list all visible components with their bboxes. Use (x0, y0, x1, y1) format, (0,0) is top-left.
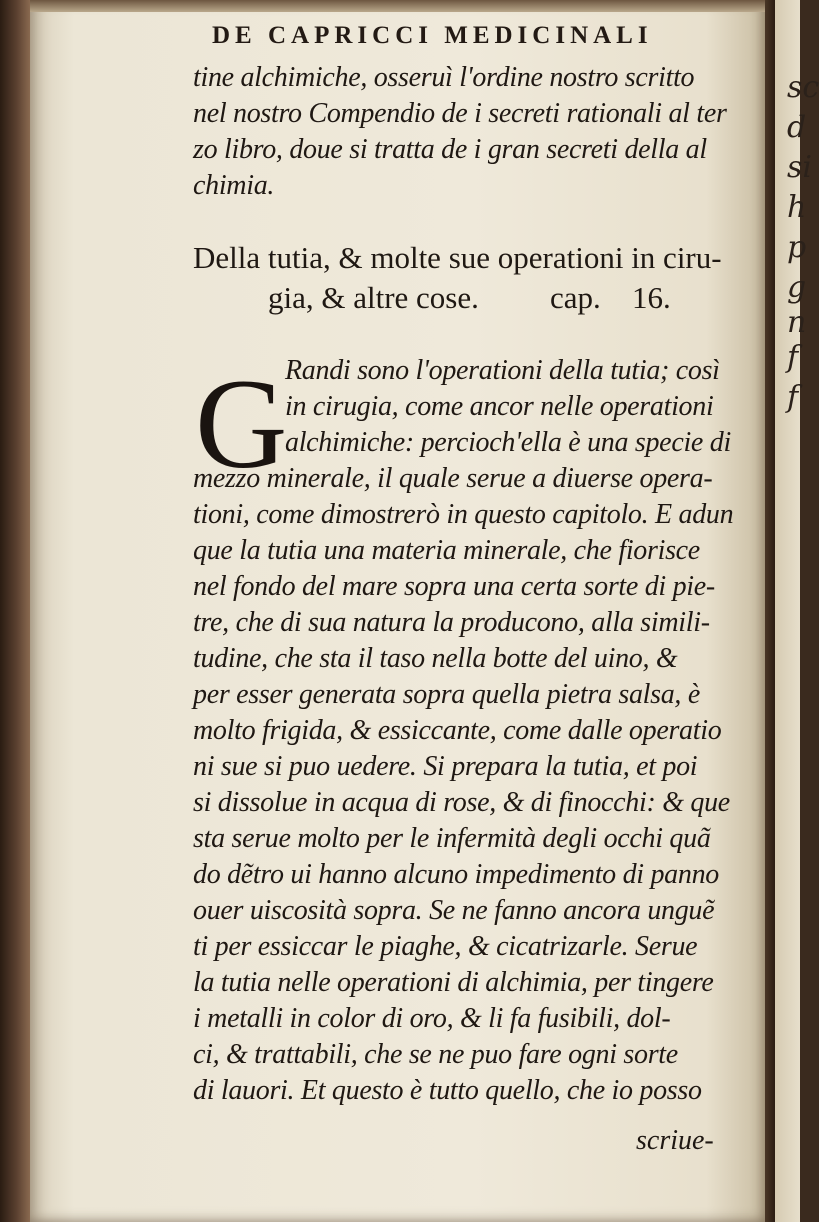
text-line: in cirugia, come ancor nelle operationi (285, 391, 714, 422)
chapter-cap-label: cap. (550, 280, 601, 315)
text-line: Randi sono l'operationi della tutia; così (285, 355, 720, 386)
facing-page-glyph: sc (787, 70, 819, 105)
running-head: DE CAPRICCI MEDICINALI (212, 22, 653, 49)
text-line: ni sue si puo uedere. Si prepara la tutia, et poi (193, 751, 698, 782)
chapter-number: 16. (632, 280, 671, 315)
facing-page-glyph: h (787, 190, 807, 225)
text-line: tre, che di sua natura la producono, alla simili- (193, 607, 710, 638)
text-line: nel nostro Compendio de i secreti rationali al ter (193, 98, 727, 129)
facing-page-glyph: si (787, 150, 812, 185)
text-line: ci, & trattabili, che se ne puo fare ogni sorte (193, 1039, 678, 1070)
text-line: zo libro, doue si tratta de i gran secreti della al (193, 134, 707, 165)
text-line: di lauori. Et questo è tutto quello, che io posso (193, 1075, 702, 1106)
text-line: i metalli in color di oro, & li fa fusibili, dol- (193, 1003, 671, 1034)
facing-page-glyph: n (787, 305, 807, 340)
text-line: chimia. (193, 170, 275, 201)
text-line: molto frigida, & essiccante, come dalle operatio (193, 715, 722, 746)
text-line: si dissolue in acqua di rose, & di finocchi: & que (193, 787, 730, 818)
facing-page-glyph: f (787, 380, 799, 415)
drop-cap-initial: G (195, 353, 288, 495)
chapter-heading-line1: Della tutia, & molte sue operationi in ciru- (193, 240, 722, 275)
text-line: per esser generata sopra quella pietra salsa, è (193, 679, 700, 710)
text-line: ouer uiscosità sopra. Se ne fanno ancora unguẽ (193, 895, 715, 926)
book-cover-edge-left (0, 0, 30, 1222)
facing-page-glyph: p (787, 230, 807, 265)
text-line: tioni, come dimostrerò in questo capitolo. E adun (193, 499, 734, 530)
text-line: que la tutia una materia minerale, che fiorisce (193, 535, 700, 566)
facing-page-glyph: d (787, 110, 807, 145)
book-gutter (765, 0, 775, 1222)
text-line: mezzo minerale, il quale serue a diuerse opera- (193, 463, 713, 494)
facing-page-glyph: f (787, 340, 799, 375)
text-line: sta serue molto per le infermità degli occhi quã (193, 823, 711, 854)
text-line: do dẽtro ui hanno alcuno impedimento di panno (193, 859, 719, 890)
chapter-heading-line2: gia, & altre cose. (268, 280, 479, 315)
text-line: la tutia nelle operationi di alchimia, per tingere (193, 967, 714, 998)
text-line: nel fondo del mare sopra una certa sorte di pie- (193, 571, 715, 602)
facing-page-fragment (775, 0, 819, 1222)
text-line: tine alchimiche, osseruì l'ordine nostro scritto (193, 62, 695, 93)
text-line: ti per essiccar le piaghe, & cicatrizarle. Serue (193, 931, 698, 962)
text-line: tudine, che sta il taso nella botte del uino, & (193, 643, 678, 674)
text-line: alchimiche: percioch'ella è una specie di (285, 427, 731, 458)
page-top-edge (30, 0, 765, 12)
facing-page-glyph: g (787, 270, 807, 305)
catchword: scriue- (636, 1125, 714, 1156)
